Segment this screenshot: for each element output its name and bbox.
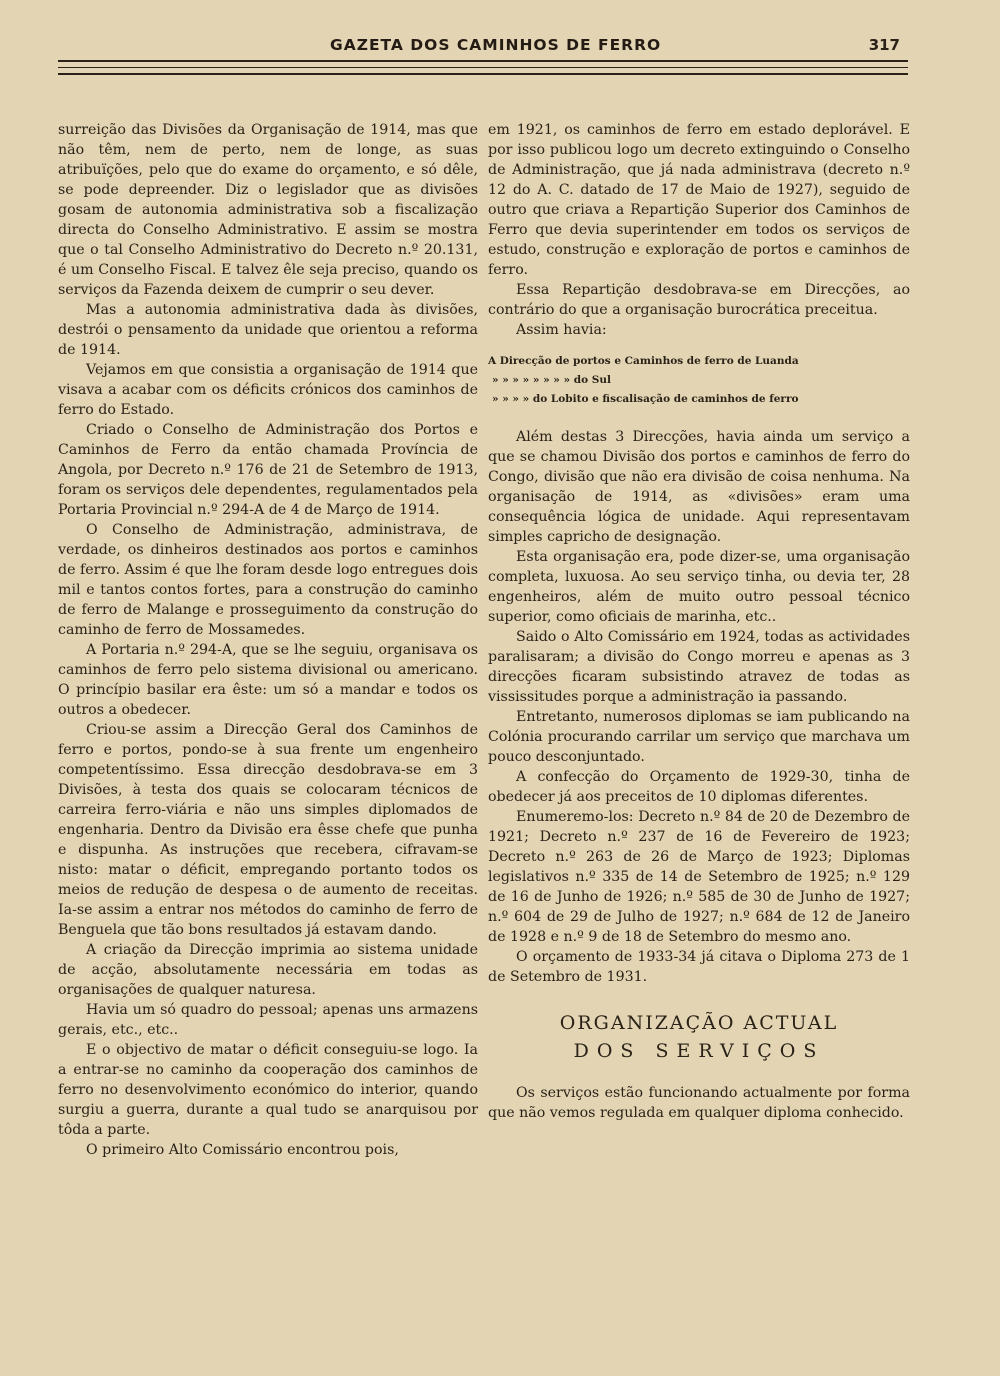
directions-list <box>488 352 910 409</box>
paragraph: Mas a autonomia administrativa dada às divisões, destrói o pensamento da unidade que orientou a reforma de 1914. <box>58 302 478 358</box>
section-heading-line: ORGANIZAÇÃO ACTUAL <box>559 1012 839 1034</box>
paragraph: Enumeremo-los: Decreto n.º 84 de 20 de Dezembro de 1921; Decreto n.º 237 de 16 de Fevereiro de 1923; Decreto n.º 263 de 26 de Março de 1923; Diplomas legislativos n.º 335 de 14 de Setembro de 1925; n.º 129 de 16 de Junho de 1926; n.º 585 de 30 de Junho de 1927; n.º 604 de 29 de Julho de 1927; n.º 684 de 12 de Janeiro de 1928 e n.º 9 de 18 de Setembro do mesmo ano. <box>488 809 910 945</box>
paragraph: Vejamos em que consistia a organisação de 1914 que visava a acabar com os déficits crónicos dos caminhos de ferro do Estado. <box>58 362 478 418</box>
paragraph: Além destas 3 Direcções, havia ainda um serviço a que se chamou Divisão dos portos e caminhos de ferro do Congo, divisão que não era divisão de coisa nenhuma. Na organisação de 1914, as «divisões» eram uma consequência lógica de unidade. Aqui representavam simples capricho de designação. <box>488 429 910 545</box>
journal-title: GAZETA DOS CAMINHOS DE FERRO <box>330 36 662 54</box>
paragraph: O Conselho de Administração, administrava, de verdade, os dinheiros destinados aos portos e caminhos de ferro. Assim é que lhe foram desde logo entregues dois mil e tantos contos fortes, para a construção do caminho de ferro de Malange e prosseguimento da construção do caminho de ferro de Mossamedes. <box>58 522 478 638</box>
paragraph: Esta organisação era, pode dizer-se, uma organisação completa, luxuosa. Ao seu serviço tinha, ou devia ter, 28 engenheiros, além de muito outro pessoal técnico superior, como oficiais de marinha, etc.. <box>488 549 910 625</box>
section-heading <box>488 1009 910 1065</box>
direction-item: » » » » do Lobito e fiscalisação de caminhos de ferro <box>492 393 799 405</box>
paragraph: Criou-se assim a Direcção Geral dos Caminhos de ferro e portos, pondo-se à sua frente um engenheiro competentíssimo. Essa direcção desdobrava-se em 3 Divisões, à testa dos quais se colocaram técnicos de carreira ferro-viária e não uns simples diplomados de engenharia. Dentro da Divisão era êsse chefe que punha e dispunha. As instruções que recebera, cifravam-se nisto: matar o déficit, empregando portanto todos os meios de redução de despesa o de aumento de receitas. Ia-se assim a entrar nos métodos do caminho de ferro de Benguela que tão bons resultados já estavam dando. <box>58 722 478 938</box>
header-rule <box>58 73 908 75</box>
paragraph: A confecção do Orçamento de 1929-30, tinha de obedecer já aos preceitos de 10 diplomas diferentes. <box>488 769 910 805</box>
header-rule <box>58 67 908 68</box>
direction-item: » » » » » » » » do Sul <box>492 374 611 386</box>
header-rule <box>58 60 908 62</box>
paragraph: Saido o Alto Comissário em 1924, todas as actividades paralisaram; a divisão do Congo morreu e apenas as 3 direcções ficaram subsistindo atravez de todas as vississitudes porque a administração ia passando. <box>488 629 910 705</box>
paragraph: surreição das Divisões da Organisação de 1914, mas que não têm, nem de perto, nem de longe, as suas atribuïções, pelo que do exame do orçamento, e só dêle, se pode depreender. Diz o legislador que as divisões gosam de autonomia administrativa sob a fiscalização directa do Conselho Administrativo. E assim se mostra que o tal Conselho Administrativo do Decreto n.º 20.131, é um Conselho Fiscal. E talvez êle seja preciso, quando os serviços da Fazenda deixem de cumprir o seu dever. <box>58 122 478 298</box>
direction-item: A Direcção de portos e Caminhos de ferro de Luanda <box>488 355 799 367</box>
left-column <box>58 120 478 1160</box>
paragraph: E o objectivo de matar o déficit conseguiu-se logo. Ia a entrar-se no caminho da cooperação dos caminhos de ferro no desenvolvimento económico do interior, quando surgiu a guerra, durante a qual tudo se anarquisou por tôda a parte. <box>58 1042 478 1138</box>
page-number: 317 <box>868 36 900 54</box>
page-header <box>58 30 908 82</box>
paragraph: Os serviços estão funcionando actualmente por forma que não vemos regulada em qualquer diploma conhecido. <box>488 1085 910 1121</box>
paragraph: em 1921, os caminhos de ferro em estado deplorável. E por isso publicou logo um decreto extinguindo o Conselho de Administração, que já nada administrava (decreto n.º 12 do A. C. datado de 17 de Maio de 1927), seguido de outro que criava a Repartição Superior dos Caminhos de Ferro que devia superintender em todos os serviços de estudo, construção e exploração de portos e caminhos de ferro. <box>488 122 910 278</box>
paragraph: Assim havia: <box>516 322 607 338</box>
section-heading-line: DOS SERVIÇOS <box>573 1040 825 1062</box>
paragraph: Essa Repartição desdobrava-se em Direcções, ao contrário do que a organisação burocrática preceitua. <box>488 282 910 318</box>
right-column <box>488 120 910 1123</box>
paragraph: Entretanto, numerosos diplomas se iam publicando na Colónia procurando carrilar um serviço que marchava um pouco desconjuntado. <box>488 709 910 765</box>
paragraph: A criação da Direcção imprimia ao sistema unidade de acção, absolutamente necessária em todas as organisações de qualquer naturesa. <box>58 942 478 998</box>
paragraph: A Portaria n.º 294-A, que se lhe seguiu, organisava os caminhos de ferro pelo sistema divisional ou americano. O princípio basilar era êste: um só a mandar e todos os outros a obedecer. <box>58 642 478 718</box>
paragraph: Havia um só quadro do pessoal; apenas uns armazens gerais, etc., etc.. <box>58 1002 478 1038</box>
paragraph: Criado o Conselho de Administração dos Portos e Caminhos de Ferro da então chamada Província de Angola, por Decreto n.º 176 de 21 de Setembro de 1913, foram os serviços dele dependentes, regulamentados pela Portaria Provincial n.º 294-A de 4 de Março de 1914. <box>58 422 478 518</box>
paragraph: O primeiro Alto Comissário encontrou pois, <box>86 1142 399 1158</box>
paragraph: O orçamento de 1933-34 já citava o Diploma 273 de 1 de Setembro de 1931. <box>488 949 910 985</box>
